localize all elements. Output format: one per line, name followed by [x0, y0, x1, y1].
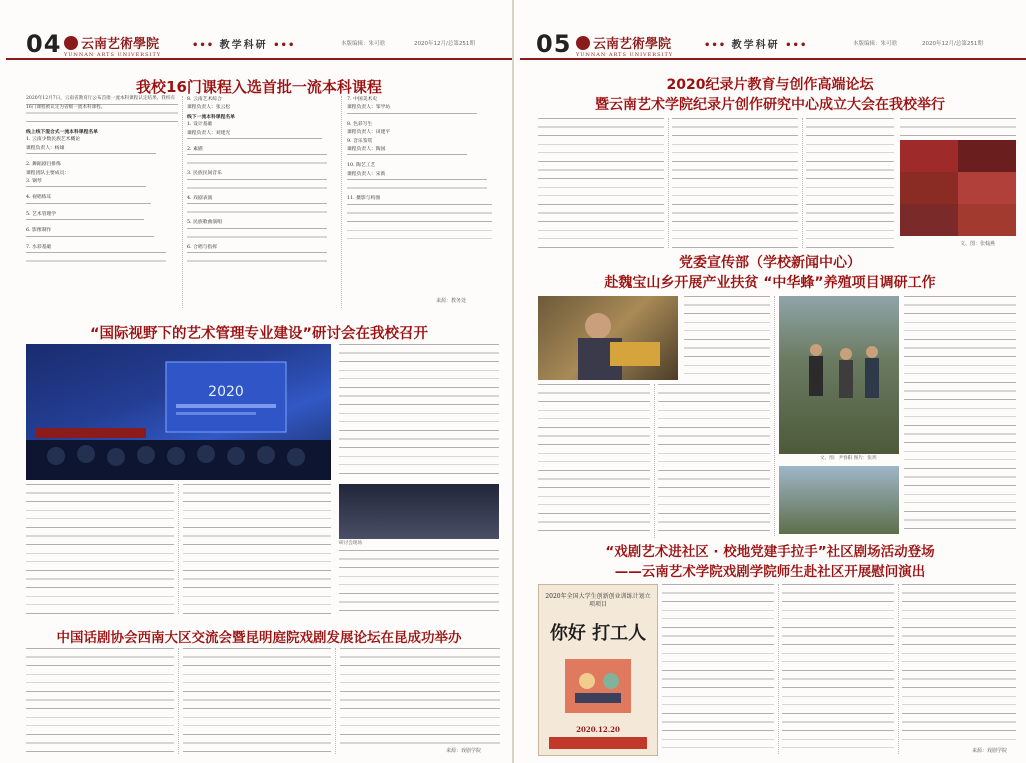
page-number: 05	[536, 30, 572, 58]
drama-text-col2	[183, 648, 331, 754]
issue-info: 2020年12月/总第251期	[922, 41, 983, 47]
article-title-poverty-line2: 赴魏宝山乡开展产业扶贫 “中华蜂”养殖项目调研工作	[604, 275, 936, 291]
seminar-text-col1	[26, 484, 174, 614]
photo-credit: 文、图：尹春阳 图片：张玥	[820, 456, 877, 461]
community-text-col1	[662, 584, 774, 754]
seminar-text-col3	[339, 550, 499, 614]
page-header	[6, 30, 512, 60]
seminar-photo	[26, 344, 331, 480]
drama-text-col1	[26, 648, 174, 754]
community-text-col2	[782, 584, 894, 754]
community-text-col3	[902, 584, 1016, 744]
doc-text-col2	[672, 118, 798, 248]
seminar-stage-image	[26, 344, 331, 480]
beekeeper-photo	[538, 296, 678, 380]
documentary-photo-group	[900, 140, 1016, 236]
article-title-seminar: “国际视野下的艺术管理专业建设”研讨会在我校召开	[89, 326, 429, 342]
section-label: ••• 教学科研 •••	[704, 40, 808, 51]
editor: 本版编辑：朱可晗	[853, 41, 898, 47]
page-04	[6, 0, 512, 763]
school-emblem-icon	[64, 36, 78, 50]
page-gutter	[512, 0, 514, 763]
article-title-documentary-line1: 2020纪录片教育与创作高端论坛	[666, 77, 874, 93]
article-title-community-line2: ——云南艺术学院戏剧学院师生赴社区开展慰问演出	[614, 564, 926, 580]
svg-text:2020: 2020	[208, 384, 244, 400]
poverty-text-col3	[658, 384, 770, 538]
course-list-3: 7. 中国美术史 课程负责人：邹学坊 8. 色彩写生 课程负责人：田建平 9. 音乐鉴赏 课程负责人：陶国 10. 陶艺工艺 课程负责人：宋新 11. 摄影与构图	[347, 96, 497, 296]
doc-text-col4	[900, 118, 1016, 136]
source-credit-drama: 来源：戏剧学院	[446, 748, 482, 754]
article-body	[26, 104, 178, 126]
photo-credit: 文、图：张翰燕	[960, 241, 996, 247]
poster-top-text: 2020年全国大学生创新创业训练计划立项项目	[545, 593, 651, 608]
poverty-text-col2	[538, 384, 650, 538]
poster-date: 2020.12.20	[576, 725, 620, 734]
seminar-text-right	[339, 344, 499, 476]
seminar-text-col2	[183, 484, 331, 614]
editor: 本版编辑：朱可晗	[341, 41, 386, 47]
article-title-community-line1: “戏剧艺术进社区 · 校地党建手拉手”社区剧场活动登场	[605, 544, 935, 560]
page-header	[520, 30, 1026, 60]
poverty-text-col1	[684, 296, 770, 380]
village-photo	[779, 466, 899, 534]
masthead-en: YUNNAN ARTS UNIVERSITY	[64, 52, 162, 58]
masthead: 云南艺術學院 YUNNAN ARTS UNIVERSITY	[576, 37, 674, 58]
article-title-documentary-line2: 暨云南艺术学院纪录片创作研究中心成立大会在我校举行	[595, 97, 945, 113]
article-title-courses: 我校16门课程入选首批一流本科课程	[136, 78, 382, 96]
drama-text-col3	[340, 648, 500, 744]
page-number: 04	[26, 30, 62, 58]
masthead-en: YUNNAN ARTS UNIVERSITY	[576, 52, 674, 58]
article-title-poverty-line1: 党委宣传部（学校新闻中心）	[679, 255, 861, 271]
source-credit-community: 来源：戏剧学院	[972, 748, 1008, 754]
article-lead: 2020年12月7日，云南省教育厅公布首批一流本科课程认定结果，我校有16门课程被认定为省级一流本科课程。	[26, 96, 176, 110]
article-title-drama-forum: 中国话剧协会西南大区交流会暨昆明庭院戏剧发展论坛在昆成功举办	[56, 630, 462, 646]
doc-text-col1	[538, 118, 664, 248]
poverty-text-col4	[904, 296, 1016, 536]
doc-text-col3	[806, 118, 894, 248]
photo-caption: 研讨会现场	[339, 541, 362, 546]
seminar-photo-2	[339, 484, 499, 539]
issue-info: 2020年12月/总第251期	[414, 41, 475, 47]
course-list-1: 线上线下混合式一流本科课程名单 1. 云南少数民族艺术概论 课程负责人：杨雄 2. 舞蹈剧目排练 课程团队主要成员： 3. 钢琴 4. 视唱练耳 5. 艺术管理学 6. 影像制作 7. 水彩基础	[26, 128, 178, 306]
section-label: ••• 教学科研 •••	[192, 40, 296, 51]
field-visit-photo	[779, 296, 899, 454]
poster-title: 你好 打工人	[549, 623, 647, 644]
source-credit: 来源：教务处	[436, 298, 467, 304]
poster-illustration	[559, 649, 637, 719]
course-list-2: 8. 云南艺术综合 课程负责人：张云松 线下一流本科课程名单 1. 设计基础 课程负责人：刘建光 2. 素描 3. 民族民间音乐 4. 戏剧表演 5. 民族歌曲演唱 6. 合唱与指挥	[187, 96, 337, 306]
event-poster	[538, 584, 658, 756]
masthead: 云南艺術學院 YUNNAN ARTS UNIVERSITY	[64, 37, 162, 58]
page-05	[520, 0, 1026, 763]
school-emblem-icon	[576, 36, 590, 50]
